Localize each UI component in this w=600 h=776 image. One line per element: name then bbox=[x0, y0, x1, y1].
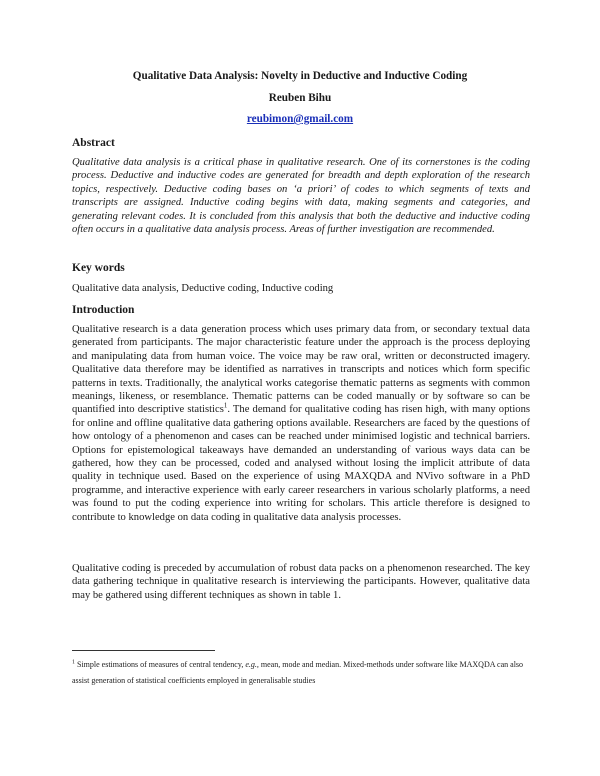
footnote bbox=[72, 657, 530, 689]
footnote-divider bbox=[72, 650, 215, 651]
keywords-heading: Key words bbox=[72, 262, 125, 274]
abstract-text: Qualitative data analysis is a critical phase in qualitative research. One of its cornerstones is the coding process. Deductive and inductive codes are generated for breadth and depth exploration of the research topics, respectively. Deductive coding bases on ‘a priori’ of codes to which segments of texts and transcripts are assigned. Inductive coding begins with data, making segments and categories, and generating relevant codes. It is concluded from this analysis that both the deductive and inductive coding often occurs in a qualitative data analysis process. Areas of further investigation are recommended. bbox=[72, 157, 530, 236]
abstract-heading: Abstract bbox=[72, 137, 115, 149]
author-email-link[interactable]: reubimon@gmail.com bbox=[246, 113, 354, 125]
intro-p1-part-a: Qualitative research is a data generation process which uses primary data from, or secondary textual data generated from participants. The major characteristic feature under the approach is the process deploying and manipulating data from human voice. The voice may be raw oral, written or deconstructed imagery. Qualitative data therefore may be identified as narratives in transcripts and notices which form specific patterns in texts. Traditionally, the analytical works categorise thematic patterns as segments with common meanings, likeness, or resemblance. Thematic patterns can be coded manually or by software so can be quantified into descriptive statistics bbox=[72, 324, 530, 416]
footnote-marker: 1 bbox=[72, 659, 75, 666]
author-email bbox=[0, 113, 600, 125]
footnote-ref[interactable]: 1 bbox=[223, 401, 228, 410]
paper-author: Reuben Bihu bbox=[268, 92, 332, 104]
paper-title: Qualitative Data Analysis: Novelty in Deductive and Inductive Coding bbox=[132, 70, 468, 82]
introduction-heading: Introduction bbox=[72, 304, 135, 316]
footnote-text-a: Simple estimations of measures of central tendency, bbox=[75, 660, 246, 669]
footnote-eg: e.g., bbox=[245, 660, 259, 669]
introduction-paragraph-1 bbox=[72, 323, 530, 524]
footnote-text-b: mean, mode and median. Mixed-methods under software like MAXQDA can also assist generation of statistical coefficients employed in generalisable studies bbox=[72, 660, 524, 685]
intro-p1-part-b: . The demand for qualitative coding has risen high, with many options for online and offline qualitative data gathering options available. Researchers are faced by the questions of how ontology of a phenomenon and cases can be reached under minimised logistic and technical barriers. Options for epistemological takeaways have demanded an understanding of various ways data can be gathered, how they can be processed, coded and analysed without losing the implicit attribute of data quality in technique used. Based on the experience of using MAXQDA and NVivo software in a PhD programme, and interactive experience with early career researchers in various scholarly platforms, a need was found to put the coding experience into writing for scholars. This article therefore is designed to contribute to knowledge on data coding in qualitative data analysis processes. bbox=[72, 404, 530, 523]
keywords-text: Qualitative data analysis, Deductive coding, Inductive coding bbox=[72, 283, 334, 294]
introduction-paragraph-2: Qualitative coding is preceded by accumulation of robust data packs on a phenomenon researched. The key data gathering technique in qualitative research is interviewing the participants. However, qualitative data may be gathered using different techniques as shown in table 1. bbox=[72, 563, 530, 601]
